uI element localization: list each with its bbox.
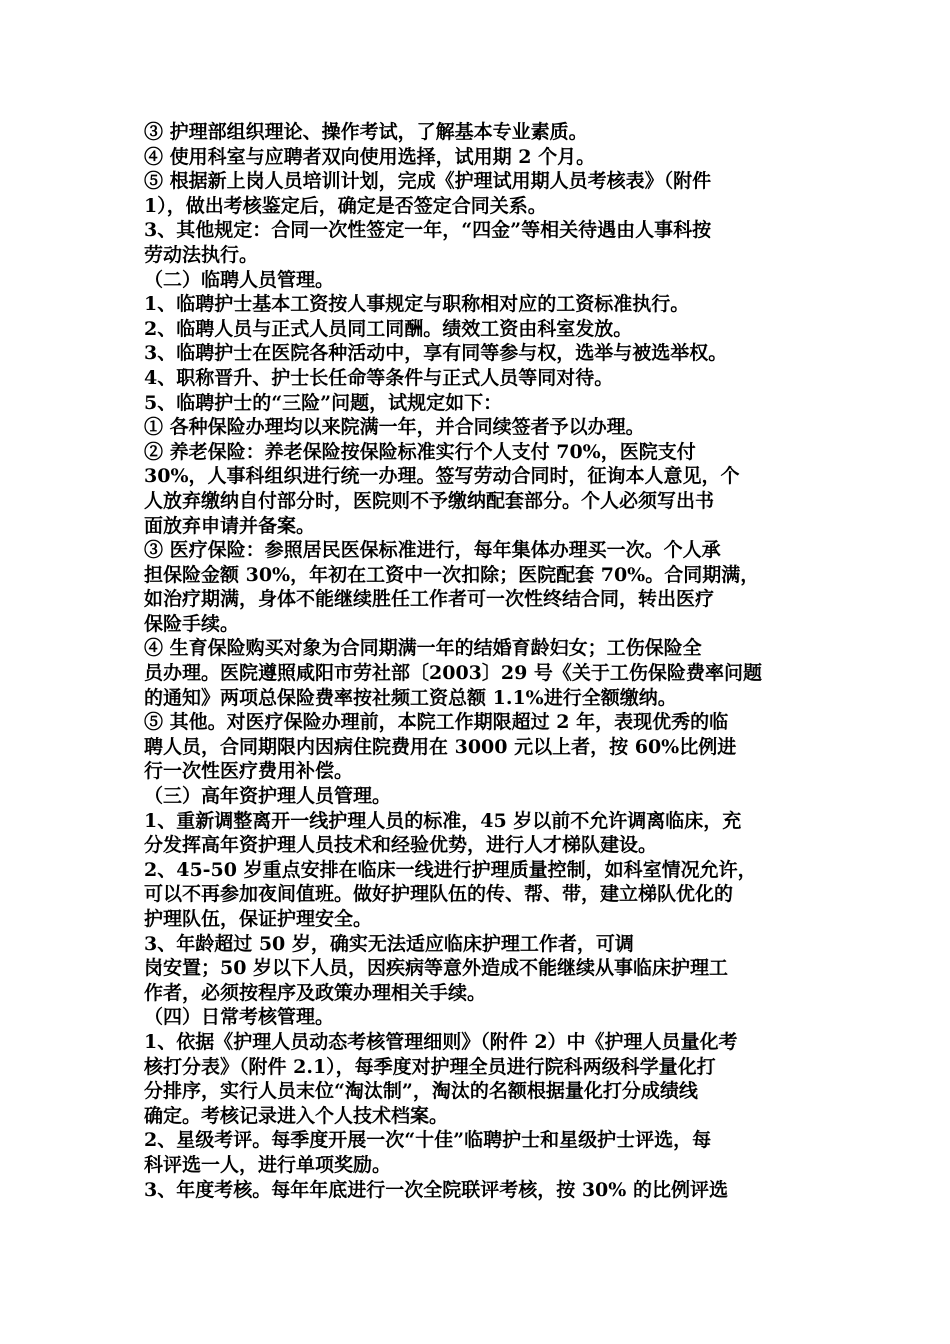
text-line: ① 各种保险办理均以来院满一年，并合同续签者予以办理。 [144,416,645,439]
text-line: ⑤ 根据新上岗人员培训计划，完成《护理试用期人员考核表》（附件 [144,170,712,193]
text-line: 1、依据《护理人员动态考核管理细则》（附件 2）中《护理人员量化考 [144,1030,738,1053]
text-line: 劳动法执行。 [144,243,259,266]
text-line: 3、年度考核。每年年底进行一次全院联评考核，按 30% 的比例评选 [144,1178,728,1201]
text-line: 科评选一人，进行单项奖励。 [144,1153,392,1176]
text-line: 2、临聘人员与正式人员同工同酬。绩效工资由科室发放。 [144,317,633,340]
document-body [144,120,824,1202]
text-line: ④ 生育保险购买对象为合同期满一年的结婚育龄妇女；工伤保险全 [144,637,702,660]
text-line: 30%，人事科组织进行统一办理。签写劳动合同时，征询本人意见，个 [144,465,740,488]
text-line: 面放弃申请并备案。 [144,514,316,537]
text-line: ② 养老保险：养老保险按保险标准实行个人支付 70%，医院支付 [144,440,696,463]
text-line: 分发挥高年资护理人员技术和经验优势，进行人才梯队建设。 [144,834,658,857]
text-line: 担保险金额 30%，年初在工资中一次扣除；医院配套 70%。合同期满， [144,563,760,586]
text-line: （二）临聘人员管理。 [144,268,335,291]
text-line: 分排序，实行人员末位“淘汰制”，淘汰的名额根据量化打分成绩线 [144,1080,698,1103]
text-line: ③ 护理部组织理论、操作考试，了解基本专业素质。 [144,121,588,143]
text-line: 5、临聘护士的“三险”问题，试规定如下： [144,391,503,414]
text-line: 核打分表》（附件 2.1），每季度对护理全员进行院科两级科学量化打 [144,1055,716,1078]
text-line: 4、职称晋升、护士长任命等条件与正式人员等同对待。 [144,366,614,389]
text-line: 的通知》两项总保险费率按社频工资总额 1.1%进行全额缴纳。 [144,686,677,709]
text-line: 行一次性医疗费用补偿。 [144,760,354,783]
text-line: 3、其他规定：合同一次性签定一年，“四金”等相关待遇由人事科按 [144,219,712,242]
text-line: ③ 医疗保险：参照居民医保标准进行，每年集体办理买一次。个人承 [144,539,721,562]
text-line: （三）高年资护理人员管理。 [144,785,392,808]
text-line: 护理队伍，保证护理安全。 [144,908,373,930]
text-line: 3、年龄超过 50 岁，确实无法适应临床护理工作者，可调 [144,932,634,955]
text-line: 1），做出考核鉴定后，确定是否签定合同关系。 [144,194,547,217]
text-line: 员办理。医院遵照咸阳市劳社部〔2003〕29 号《关于工伤保险费率问题 [144,662,762,685]
text-line: ④ 使用科室与应聘者双向使用选择，试用期 2 个月。 [144,145,596,168]
text-line: 可以不再参加夜间值班。做好护理队伍的传、帮、带，建立梯队优化的 [144,883,734,906]
text-line: 2、45-50 岁重点安排在临床一线进行护理质量控制，如科室情况允许， [144,858,757,881]
text-line: ⑤ 其他。对医疗保险办理前，本院工作期限超过 2 年，表现优秀的临 [144,711,729,734]
text-line: 3、临聘护士在医院各种活动中，享有同等参与权，选举与被选举权。 [144,342,728,365]
text-line: 聘人员，合同期限内因病住院费用在 3000 元以上者，按 60%比例进 [144,735,737,758]
text-line: 1、临聘护士基本工资按人事规定与职称相对应的工资标准执行。 [144,293,690,316]
text-line: 2、星级考评。每季度开展一次“十佳”临聘护士和星级护士评选，每 [144,1129,712,1152]
text-line: 保险手续。 [144,612,240,635]
text-line: 1、重新调整离开一线护理人员的标准，45 岁以前不允许调离临床，充 [144,809,742,832]
text-line: 岗安置；50 岁以下人员，因疾病等意外造成不能继续从事临床护理工 [144,957,729,980]
text-line: （四）日常考核管理。 [144,1006,335,1029]
text-line: 如治疗期满，身体不能继续胜任工作者可一次性终结合同，转出医疗 [144,588,715,611]
text-line: 人放弃缴纳自付部分时，医院则不予缴纳配套部分。个人必须写出书 [144,489,715,512]
text-line: 作者，必须按程序及政策办理相关手续。 [144,981,487,1004]
text-line: 确定。考核记录进入个人技术档案。 [144,1104,449,1127]
